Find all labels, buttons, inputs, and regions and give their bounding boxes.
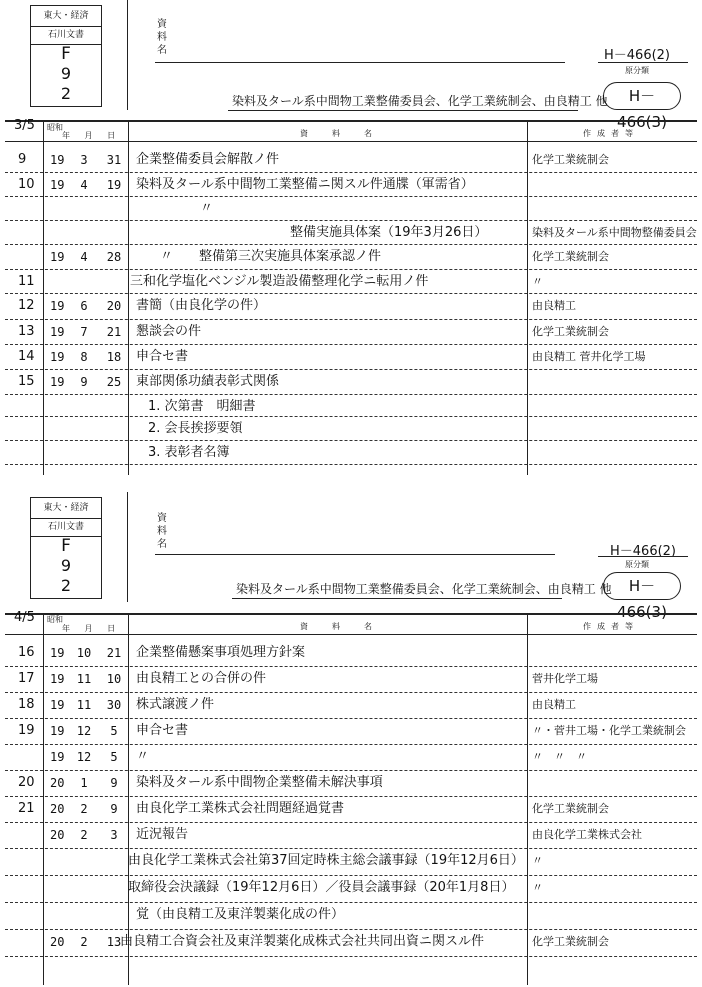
section-title-2: 染料及タール系中間物工業整備委員会、化学工業統制会、由良精工 他 bbox=[236, 582, 612, 596]
author-name: 〃・菅井工場・化学工業統制会 bbox=[532, 724, 686, 737]
ref-sub-label: 原分類 bbox=[625, 66, 649, 75]
stamp-institution: 東大・経済 bbox=[31, 6, 101, 27]
date-year: 19 bbox=[50, 153, 65, 167]
row-divider bbox=[5, 929, 697, 930]
author-name: 化学工業統制会 bbox=[532, 325, 609, 338]
date-year: 19 bbox=[50, 250, 65, 264]
material-title: 由良化学工業株式会社問題経過覚書 bbox=[136, 801, 345, 816]
author-name: 〃 bbox=[532, 881, 543, 894]
date-day: 31 bbox=[106, 153, 122, 167]
date-month: 11 bbox=[76, 698, 92, 712]
date-day: 19 bbox=[106, 178, 122, 192]
date-day: 10 bbox=[106, 672, 122, 686]
date-day: 5 bbox=[110, 724, 118, 738]
date-year: 19 bbox=[50, 646, 65, 660]
stamp-code-2: 9 bbox=[60, 556, 72, 575]
row-number: 21 bbox=[18, 801, 35, 816]
date-day: 21 bbox=[106, 646, 122, 660]
header-era: 昭和 bbox=[47, 123, 63, 132]
ref-number: H－466(2) bbox=[604, 48, 671, 63]
row-divider bbox=[5, 440, 697, 441]
row-number: 12 bbox=[18, 298, 35, 313]
row-divider bbox=[5, 172, 697, 173]
stamp-collection: 石川文書 bbox=[31, 518, 101, 537]
date-day: 28 bbox=[106, 250, 122, 264]
date-year: 20 bbox=[50, 802, 65, 816]
header-author: 作成者等 bbox=[583, 129, 639, 138]
date-month: 2 bbox=[80, 935, 88, 949]
header-material: 資料名 bbox=[300, 129, 396, 138]
material-title: 染料及タール系中間物工業整備ニ関スル件通牒（軍需省） bbox=[136, 177, 474, 192]
date-day: 30 bbox=[106, 698, 122, 712]
date-day: 9 bbox=[110, 776, 118, 790]
date-year: 19 bbox=[50, 375, 65, 389]
row-divider bbox=[5, 369, 697, 370]
date-year: 19 bbox=[50, 672, 65, 686]
author-name: 菅井化学工場 bbox=[532, 672, 598, 685]
date-year: 19 bbox=[50, 178, 65, 192]
author-name: 化学工業統制会 bbox=[532, 250, 609, 263]
sheet-number: 3/5 bbox=[14, 118, 35, 133]
material-title: 〃 整備第三次実施具体案承認ノ件 bbox=[160, 249, 382, 264]
material-title: 東部関係功績表彰式関係 bbox=[136, 374, 280, 389]
material-title: 2. 会長挨拶要領 bbox=[148, 421, 243, 436]
author-name: 〃 bbox=[532, 854, 543, 867]
row-number: 20 bbox=[18, 775, 35, 790]
date-day: 21 bbox=[106, 325, 122, 339]
date-month: 9 bbox=[80, 375, 88, 389]
date-month: 7 bbox=[80, 325, 88, 339]
ref-sub-label-2: 原分類 bbox=[625, 560, 649, 569]
date-month: 4 bbox=[80, 178, 88, 192]
date-year: 19 bbox=[50, 724, 65, 738]
material-title: 由良精工との合併の件 bbox=[136, 671, 267, 686]
material-title: 株式譲渡ノ件 bbox=[136, 697, 215, 712]
material-title: 整備実施具体案（19年3月26日） bbox=[290, 225, 488, 240]
author-name: 化学工業統制会 bbox=[532, 153, 609, 166]
date-year: 19 bbox=[50, 750, 65, 764]
sheet-number-2: 4/5 bbox=[14, 610, 35, 625]
row-divider bbox=[5, 244, 697, 245]
stamp-institution: 東大・経済 bbox=[31, 498, 101, 519]
material-title: 取締役会決議録（19年12月6日）／役員会議事録（20年1月8日） bbox=[128, 880, 515, 895]
header-author-2: 作成者等 bbox=[583, 622, 639, 631]
row-divider bbox=[5, 196, 697, 197]
row-number: 14 bbox=[18, 349, 35, 364]
author-name: 由良精工 bbox=[532, 299, 576, 312]
author-name: 〃 〃 〃 bbox=[532, 750, 587, 763]
row-number: 10 bbox=[18, 177, 35, 192]
row-divider bbox=[5, 902, 697, 903]
author-name: 染料及タール系中間物整備委員会 bbox=[532, 226, 697, 239]
author-name: 由良精工 bbox=[532, 698, 576, 711]
row-divider bbox=[5, 796, 697, 797]
material-title: 三和化学塩化ベンジル製造設備整理化学ニ転用ノ件 bbox=[130, 274, 429, 289]
author-name: 化学工業統制会 bbox=[532, 935, 609, 948]
row-divider bbox=[5, 269, 697, 270]
header-ymd: 年 月 日 bbox=[62, 131, 122, 140]
material-title: 懇談会の件 bbox=[136, 324, 202, 339]
row-number: 18 bbox=[18, 697, 35, 712]
date-month: 6 bbox=[80, 299, 88, 313]
material-title: 覚（由良精工及東洋製薬化成の件） bbox=[136, 907, 345, 922]
date-month: 4 bbox=[80, 250, 88, 264]
material-title: 書簡（由良化学の件） bbox=[136, 298, 267, 313]
label-shiryo-2: 資料名 bbox=[157, 513, 167, 550]
date-day: 18 bbox=[106, 350, 122, 364]
material-title: 1. 次第書 明細書 bbox=[148, 399, 256, 414]
date-day: 13 bbox=[106, 935, 122, 949]
material-title: 企業整備委員会解散ノ件 bbox=[136, 152, 280, 167]
date-year: 20 bbox=[50, 776, 65, 790]
date-day: 25 bbox=[106, 375, 122, 389]
row-divider bbox=[5, 822, 697, 823]
material-title: 由良化学工業株式会社第37回定時株主総会議事録（19年12月6日） bbox=[128, 853, 524, 868]
stamp-code-1: F bbox=[61, 536, 71, 556]
date-day: 5 bbox=[110, 750, 118, 764]
header-material-2: 資料名 bbox=[300, 622, 396, 631]
stamp-code-1: F bbox=[61, 44, 71, 64]
label-shiryo: 資料名 bbox=[157, 19, 167, 56]
ref-circle: H－466(3) bbox=[603, 82, 681, 110]
date-month: 2 bbox=[80, 828, 88, 842]
row-number: 9 bbox=[18, 152, 27, 167]
row-divider bbox=[5, 464, 697, 465]
row-number: 16 bbox=[18, 645, 35, 660]
date-month: 8 bbox=[80, 350, 88, 364]
ref-circle-2: H－466(3) bbox=[603, 572, 681, 600]
row-divider bbox=[5, 770, 697, 771]
stamp-code-2: 9 bbox=[60, 64, 72, 83]
date-month: 2 bbox=[80, 802, 88, 816]
date-year: 19 bbox=[50, 325, 65, 339]
archive-stamp-2 bbox=[30, 497, 102, 599]
material-title: 3. 表彰者名簿 bbox=[148, 445, 230, 460]
material-title: 近況報告 bbox=[136, 827, 189, 842]
author-name: 〃 bbox=[532, 275, 543, 288]
header-era-2: 昭和 bbox=[47, 615, 63, 624]
date-month: 11 bbox=[76, 672, 92, 686]
row-divider bbox=[5, 875, 697, 876]
date-month: 3 bbox=[80, 153, 88, 167]
row-divider bbox=[5, 394, 697, 395]
material-title: 〃 bbox=[136, 749, 150, 764]
date-month: 1 bbox=[80, 776, 88, 790]
date-day: 9 bbox=[110, 802, 118, 816]
date-day: 20 bbox=[106, 299, 122, 313]
material-title: 〃 bbox=[200, 201, 214, 216]
date-day: 3 bbox=[110, 828, 118, 842]
row-divider bbox=[5, 293, 697, 294]
row-divider bbox=[5, 848, 697, 849]
row-divider bbox=[5, 744, 697, 745]
material-title: 染料及タール系中間物企業整備未解決事項 bbox=[136, 775, 383, 790]
ref-number-2: H－466(2) bbox=[610, 544, 677, 559]
material-title: 申合セ書 bbox=[136, 723, 189, 738]
material-title: 企業整備懸案事項処理方針案 bbox=[136, 645, 306, 660]
date-year: 19 bbox=[50, 350, 65, 364]
archive-stamp bbox=[30, 5, 102, 107]
stamp-collection: 石川文書 bbox=[31, 26, 101, 45]
author-name: 化学工業統制会 bbox=[532, 802, 609, 815]
date-month: 12 bbox=[76, 724, 92, 738]
stamp-code-3: 2 bbox=[60, 84, 72, 103]
row-divider bbox=[5, 956, 697, 957]
material-title: 由良精工合資会社及東洋製薬化成株式会社共同出資ニ関スル件 bbox=[120, 934, 485, 949]
row-number: 19 bbox=[18, 723, 35, 738]
row-divider bbox=[5, 416, 697, 417]
date-month: 10 bbox=[76, 646, 92, 660]
header-ymd-2: 年 月 日 bbox=[62, 624, 122, 633]
row-number: 15 bbox=[18, 374, 35, 389]
date-year: 20 bbox=[50, 935, 65, 949]
author-name: 由良化学工業株式会社 bbox=[532, 828, 642, 841]
date-month: 12 bbox=[76, 750, 92, 764]
row-divider bbox=[5, 344, 697, 345]
row-divider bbox=[5, 319, 697, 320]
date-year: 19 bbox=[50, 299, 65, 313]
stamp-code-3: 2 bbox=[60, 576, 72, 595]
date-year: 19 bbox=[50, 698, 65, 712]
row-number: 13 bbox=[18, 324, 35, 339]
row-number: 17 bbox=[18, 671, 35, 686]
row-divider bbox=[5, 692, 697, 693]
section-title: 染料及タール系中間物工業整備委員会、化学工業統制会、由良精工 他 bbox=[232, 94, 608, 108]
material-title: 申合セ書 bbox=[136, 349, 189, 364]
row-divider bbox=[5, 666, 697, 667]
author-name: 由良精工 菅井化学工場 bbox=[532, 350, 646, 363]
row-number: 11 bbox=[18, 274, 35, 289]
row-divider bbox=[5, 718, 697, 719]
date-year: 20 bbox=[50, 828, 65, 842]
row-divider bbox=[5, 220, 697, 221]
